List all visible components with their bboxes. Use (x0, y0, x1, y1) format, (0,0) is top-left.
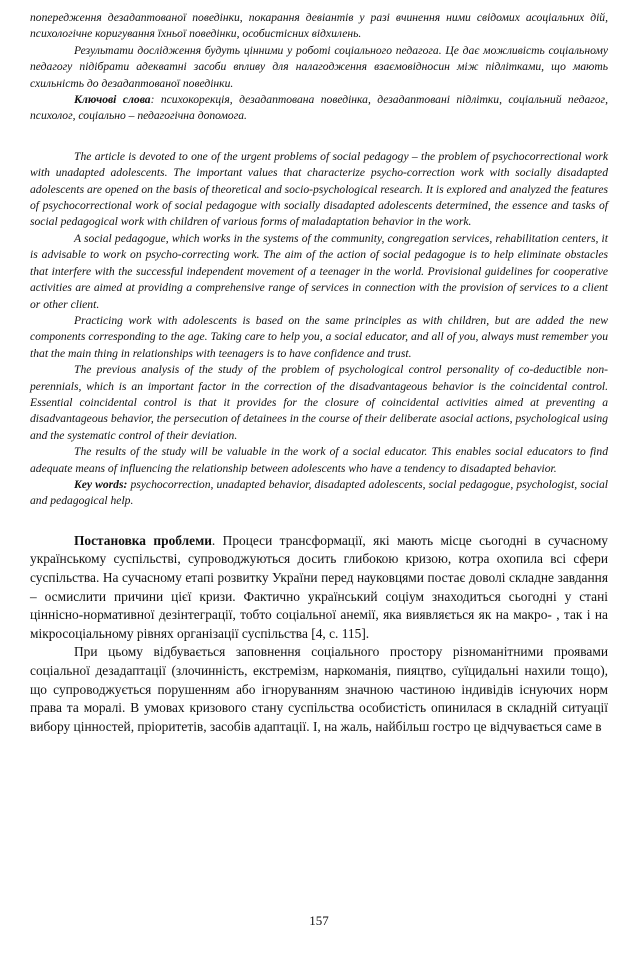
ukr-keywords-text: : психокорекція, дезадаптована поведінка, дезадаптовані підлітки, соціальний педагог, психолог, соціально – педагогічна допомога. (30, 93, 608, 123)
ukr-keywords (30, 92, 608, 125)
section-gap (30, 125, 608, 149)
page-number: 157 (309, 913, 329, 928)
eng-abstract-paragraph: The previous analysis of the study of the problem of psychological control personality of co-deductible non-perennials, which is an important factor in the correction of the disadvantageous behavior is the coincidental control. Essential coincidental control is that it provides for the closure of coincidental activities aimed at preventing a disadvantageous behavior, the persecution of detainees in the course of their deliberate asocial actions, psychological using and the systematic control of their deviation. (30, 363, 608, 442)
problem-statement-text: . Процеси трансформації, які мають місце сьогодні в сучасному українському суспільстві, супроводжуються досить глибокою кризою, котра охопила всі сфери суспільства. На сучасному етапі розвитку України перед науковцями постає доволі складне завдання – осмислити причини цієї кризи. Фактично український соціум знаходиться сьогодні у стані ціннісно-нормативної дезінтеграції, тобто соціальної анемії, яка виявляється як на макро- , так і на мікросоціальному рівнях організації суспільства [4, с. 115]. (30, 532, 608, 641)
eng-keywords-text: psychocorrection, unadapted behavior, disadapted adolescents, social pedagogue, psychologist, social and pedagogical help. (30, 477, 608, 508)
section-gap (30, 510, 608, 532)
eng-abstract-paragraph: The article is devoted to one of the urgent problems of social pedagogy – the problem of psychocorrectional work with unadapted adolescents. The important values that characterize psycho-correction work with socially disadapted adolescents are opened on the basis of theoretical and socio-psychological research. It is explored and analyzed the features of psychocorrectional work of social pedagogue with socially disadapted adolescents determined, the essence and tasks of social pedagogical work with children of various forms of maladaptation behavior in the work. (30, 149, 608, 229)
ukr-abstract-continuation: попередження дезадаптованої поведінки, покарання девіантів у разі вчинення ними свідомих асоціальних дій, психологічне коригування їхньої поведінки, особистісних відхилень. (30, 11, 608, 41)
problem-statement-paragraph (30, 532, 608, 644)
eng-keywords-label: Key words: (74, 477, 128, 491)
eng-abstract-paragraph: Practicing work with adolescents is based on the same principles as with children, but are added the new components corresponding to the age. Taking care to help you, a social educator, and all of you, always must remember you that the main thing in relationships with teenagers is to have confidence and trust. (30, 313, 608, 360)
eng-abstract-paragraph: A social pedagogue, which works in the systems of the community, congregation services, rehabilitation centers, it is advisable to work on psycho-correcting work. The aim of the action of social pedagogue is to help eliminate obstacles that interfere with the successful independent movement of a teenager in the world. Provisional guidelines for cooperative activities are aimed at providing a comprehensive range of services in connection with the provision of services to a client or other client. (30, 231, 608, 311)
body-paragraph: При цьому відбувається заповнення соціального простору різноманітними проявами соціальної дезадаптації (злочинність, екстремізм, наркоманія, пияцтво, суїцидальні нахили тощо), що супроводжується порушенням або ігноруванням значною частиною індивідів існуючих норм права та моралі. В умовах кризового стану суспільства особистість опинилася в складній ситуації вибору цінностей, пріоритетів, засобів адаптації. І, на жаль, найбільш гостро це відчувається саме в (30, 644, 608, 734)
ukr-keywords-label: Ключові слова (74, 93, 151, 107)
ukr-abstract-results: Результати дослідження будуть цінними у роботі соціального педагога. Це дає можливість соціальному педагогу підібрати адекватні засоби впливу для налагодження взаємовідносин між підлітками, що мають схильність до дезадаптованої поведінки. (30, 43, 608, 90)
problem-statement-label: Постановка проблеми (74, 532, 212, 548)
eng-abstract-paragraph: The results of the study will be valuable in the work of a social educator. This enables social educators to find adequate means of influencing the relationship between adolescents who have a tendency to disadapted behavior. (30, 445, 608, 475)
eng-keywords (30, 477, 608, 510)
